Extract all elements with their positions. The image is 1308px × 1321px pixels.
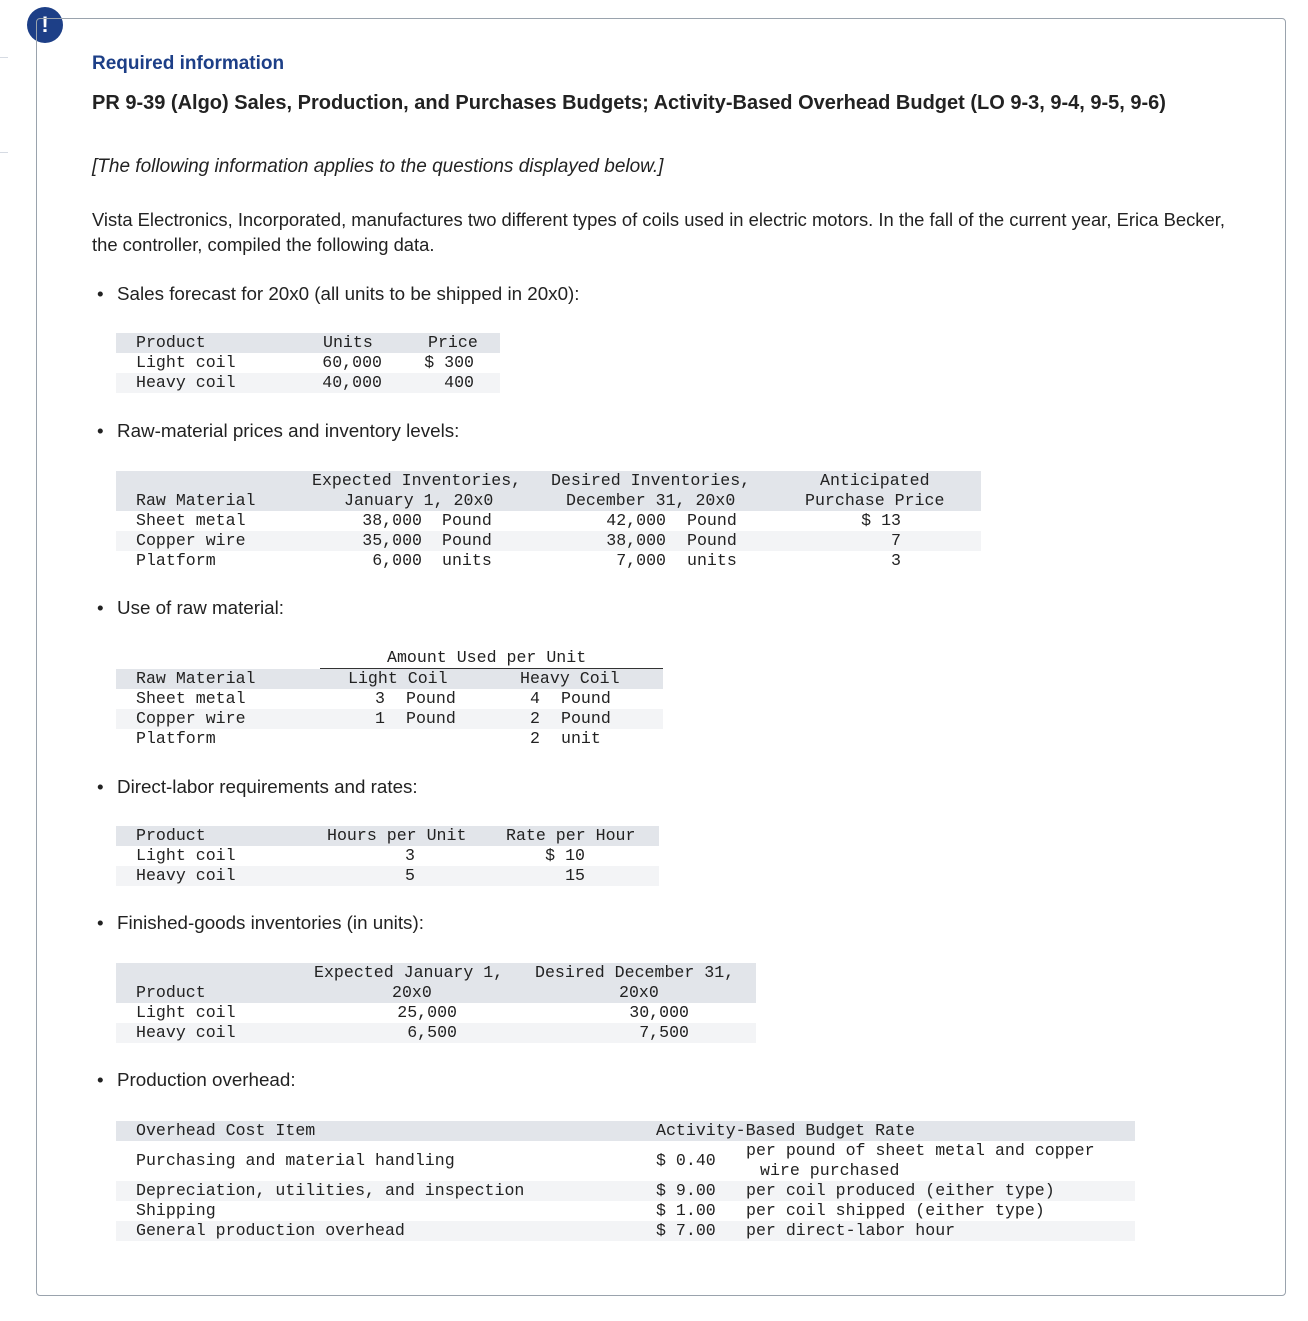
applies-note: [The following information applies to the questions displayed below.] <box>92 156 664 177</box>
basis-cell: per coil shipped (either type) <box>746 1201 1045 1220</box>
raw-heading: • Raw-material prices and inventory levels: <box>117 420 459 442</box>
desired-cell: 30,000 <box>629 1003 689 1022</box>
alert-icon: ! <box>27 7 63 43</box>
header-material: Raw Material <box>136 669 256 688</box>
product-cell: Light coil <box>136 353 236 372</box>
qty-cell: 35,000 <box>362 531 422 550</box>
qty-cell: 38,000 <box>606 531 666 550</box>
edge-divider <box>0 152 8 153</box>
unit-cell: Pound <box>442 511 492 530</box>
header-product: Product <box>136 333 206 352</box>
item-cell: Shipping <box>136 1201 216 1220</box>
amount-cell: $ 0.40 <box>656 1151 716 1170</box>
problem-title: PR 9-39 (Algo) Sales, Production, and Purchases Budgets; Activity-Based Overhead Budget (LO 9-3, 9-4, 9-5, 9-6) <box>92 92 1166 114</box>
unit-cell: Pound <box>561 689 611 708</box>
header-material: Raw Material <box>136 491 256 510</box>
desired-cell: 7,500 <box>639 1023 689 1042</box>
sales-heading: • Sales forecast for 20x0 (all units to be shipped in 20x0): <box>117 283 580 305</box>
header-expected-1: Expected January 1, <box>314 963 504 982</box>
qty-cell: 2 <box>530 729 540 748</box>
rate-cell: $ 10 <box>545 846 585 865</box>
header-rate: Rate per Hour <box>506 826 636 845</box>
item-cell: General production overhead <box>136 1221 405 1240</box>
units-cell: 60,000 <box>322 353 382 372</box>
amount-cell: $ 9.00 <box>656 1181 716 1200</box>
material-cell: Platform <box>136 551 216 570</box>
header-rate: Activity-Based Budget Rate <box>656 1121 915 1140</box>
qty-cell: 1 <box>375 709 385 728</box>
header-amount-used: Amount Used per Unit <box>387 648 587 667</box>
header-desired-2: 20x0 <box>619 983 659 1002</box>
item-cell: Purchasing and material handling <box>136 1151 455 1170</box>
qty-cell: 38,000 <box>362 511 422 530</box>
basis-cell: per direct-labor hour <box>746 1221 956 1240</box>
unit-cell: units <box>442 551 492 570</box>
basis-cell: wire purchased <box>760 1161 900 1180</box>
expected-cell: 6,500 <box>407 1023 457 1042</box>
unit-cell: Pound <box>406 709 456 728</box>
unit-cell: Pound <box>687 531 737 550</box>
basis-cell: per coil produced (either type) <box>746 1181 1055 1200</box>
amount-cell: $ 7.00 <box>656 1221 716 1240</box>
use-heading: • Use of raw material: <box>117 597 284 619</box>
qty-cell: 4 <box>530 689 540 708</box>
price-cell: 7 <box>891 531 901 550</box>
basis-cell: per pound of sheet metal and copper <box>746 1141 1095 1160</box>
required-info-heading: Required information <box>92 53 285 74</box>
unit-cell: Pound <box>561 709 611 728</box>
header-expected-1: Expected Inventories, <box>312 471 522 490</box>
unit-cell: Pound <box>406 689 456 708</box>
unit-cell: Pound <box>687 511 737 530</box>
header-light: Light Coil <box>348 669 448 688</box>
unit-cell: unit <box>561 729 601 748</box>
price-cell: 3 <box>891 551 901 570</box>
header-units: Units <box>323 333 373 352</box>
price-cell: $ 13 <box>861 511 901 530</box>
material-cell: Platform <box>136 729 216 748</box>
qty-cell: 2 <box>530 709 540 728</box>
header-heavy: Heavy Coil <box>520 669 620 688</box>
qty-cell: 3 <box>375 689 385 708</box>
header-product: Product <box>136 983 206 1002</box>
product-cell: Light coil <box>136 846 236 865</box>
product-cell: Heavy coil <box>136 1023 236 1042</box>
labor-heading: • Direct-labor requirements and rates: <box>117 776 418 798</box>
item-cell: Depreciation, utilities, and inspection <box>136 1181 525 1200</box>
product-cell: Light coil <box>136 1003 236 1022</box>
unit-cell: Pound <box>442 531 492 550</box>
qty-cell: 42,000 <box>606 511 666 530</box>
material-cell: Copper wire <box>136 531 246 550</box>
edge-divider <box>0 57 8 58</box>
intro-paragraph: Vista Electronics, Incorporated, manufactures two different types of coils used in electric motors. In the fall of the current year, Erica Becker, the controller, compiled the following data. <box>92 209 1225 255</box>
fg-heading: • Finished-goods inventories (in units): <box>117 912 424 934</box>
material-cell: Copper wire <box>136 709 246 728</box>
qty-cell: 7,000 <box>616 551 666 570</box>
header-price: Price <box>428 333 478 352</box>
material-cell: Sheet metal <box>136 689 246 708</box>
unit-cell: units <box>687 551 737 570</box>
header-item: Overhead Cost Item <box>136 1121 316 1140</box>
header-desired-1: Desired December 31, <box>535 963 735 982</box>
header-expected-2: 20x0 <box>392 983 432 1002</box>
price-cell: 400 <box>444 373 474 392</box>
rate-cell: 15 <box>565 866 585 885</box>
header-desired-1: Desired Inventories, <box>551 471 751 490</box>
amount-cell: $ 1.00 <box>656 1201 716 1220</box>
header-product: Product <box>136 826 206 845</box>
hours-cell: 5 <box>405 866 415 885</box>
material-cell: Sheet metal <box>136 511 246 530</box>
header-price-2: Purchase Price <box>805 491 945 510</box>
overhead-heading: • Production overhead: <box>117 1069 296 1091</box>
qty-cell: 6,000 <box>372 551 422 570</box>
units-cell: 40,000 <box>322 373 382 392</box>
expected-cell: 25,000 <box>397 1003 457 1022</box>
price-cell: $ 300 <box>424 353 474 372</box>
hours-cell: 3 <box>405 846 415 865</box>
product-cell: Heavy coil <box>136 373 236 392</box>
header-desired-2: December 31, 20x0 <box>566 491 736 510</box>
header-hours: Hours per Unit <box>327 826 467 845</box>
header-price-1: Anticipated <box>820 471 930 490</box>
header-expected-2: January 1, 20x0 <box>344 491 494 510</box>
product-cell: Heavy coil <box>136 866 236 885</box>
